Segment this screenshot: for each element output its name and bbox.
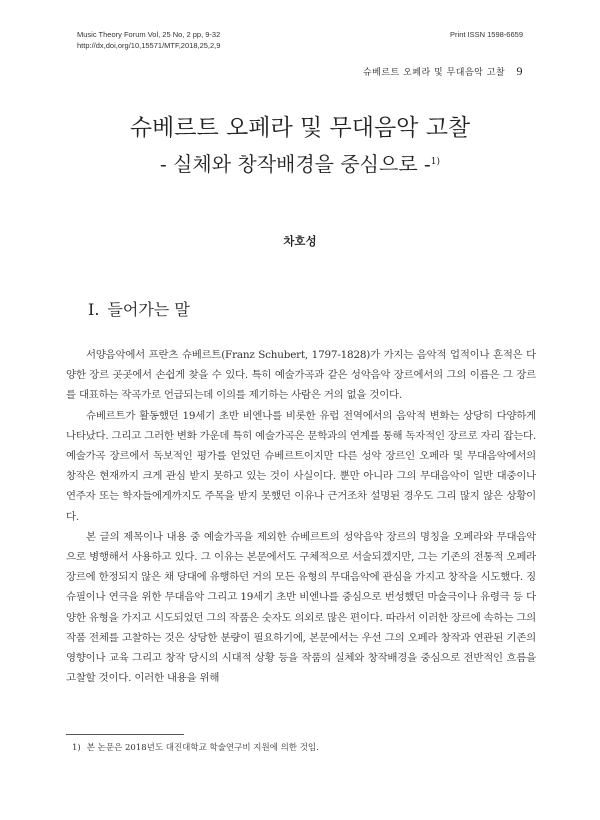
journal-citation: Music Theory Forum Vol, 25 No, 2 pp, 9-32 — [77, 30, 221, 39]
paragraph: 슈베르트가 활동했던 19세기 초반 비엔나를 비롯한 유럽 전역에서의 음악적 변화는 상당히 다양하게 나타났다. 그리고 그러한 변화 가운데 특히 예술가곡은 문학과의 연계를 통해 독자적인 장르로 자리 잡는다. 예술가곡 장르에서 독보적인 평가를 얻었던 슈베르트이지만 다른 성악 장르인 오페라 및 무대음악에서의 창작은 현재까지 크게 관심 받지 못하고 있는 것이 사실이다. 뿐만 아니라 그의 무대음악이 일반 대중이나 연주자 또는 학자들에게까지도 주목을 받지 못했던 이유나 근거조차 설명된 경우도 그리 많지 않은 상황이다. — [66, 409, 536, 523]
section-heading — [88, 297, 190, 320]
footnote-divider — [66, 734, 184, 735]
section-title: 들어가는 말 — [107, 300, 190, 319]
paragraph: 서양음악에서 프란츠 슈베르트(Franz Schubert, 1797-1828)가 가지는 음악적 업적이나 흔적은 다양한 장르 곳곳에서 손쉽게 찾을 수 있다. 특히 예술가곡과 같은 성악음악 장르에서의 그의 이름은 그 장르를 대표하는 작곡가로 언급되는데 이의를 제기하는 사람은 거의 없을 것이다. — [66, 349, 536, 402]
issn-label: Print ISSN 1598-6659 — [450, 30, 523, 39]
doi-link[interactable]: http://dx,doi,org/10,15571/MTF,2018,25,2,9 — [77, 41, 221, 50]
article-title: 슈베르트 오페라 및 무대음악 고찰 — [129, 115, 471, 141]
article-subtitle — [0, 150, 600, 178]
paragraph: 본 글의 제목이나 내용 중 예술가곡을 제외한 슈베르트의 성악음악 장르의 명칭을 오페라와 무대음악으로 병행해서 사용하고 있다. 그 이유는 본문에서도 구체적으로 서술되겠지만, 그는 기존의 전통적 오페라 장르에 한정되지 않은 채 당대에 유행하던 거의 모든 유형의 무대음악에 관심을 가지고 창작을 시도했다. 징슈필이나 연극을 위한 무대음악 그리고 19세기 초반 비엔나를 중심으로 번성했던 마술극이나 유령극 등 다양한 유형을 가지고 시도되었던 그의 작품은 숫자도 의외로 많은 편이다. 따라서 이러한 장르에 속하는 그의 작품 전체를 고찰하는 것은 상당한 분량이 필요하기에, 본문에서는 우선 그의 오페라 창작과 연관된 기존의 영향이나 교육 그리고 창작 당시의 시대적 상황 등을 작품의 실체와 창작배경을 중심으로 전반적인 흐름을 고찰할 것이다. 이러한 내용을 위해 — [66, 530, 536, 685]
footnote — [72, 741, 319, 753]
running-header-title: 슈베르트 오페라 및 무대음악 고찰 — [362, 68, 506, 78]
journal-meta — [77, 29, 220, 51]
section-number: I. — [88, 300, 100, 319]
page-number: 9 — [516, 64, 523, 78]
footnote-mark: 1) — [72, 743, 81, 753]
footnote-text: 본 논문은 2018년도 대진대학교 학술연구비 지원에 의한 것임. — [86, 743, 319, 753]
author-name: 차호성 — [283, 234, 317, 248]
title-block — [0, 112, 600, 178]
footnote-reference[interactable]: 1) — [430, 157, 441, 167]
running-header — [363, 64, 523, 79]
subtitle-text: - 실체와 창작배경을 중심으로 - — [159, 152, 431, 176]
body-text — [66, 345, 536, 688]
